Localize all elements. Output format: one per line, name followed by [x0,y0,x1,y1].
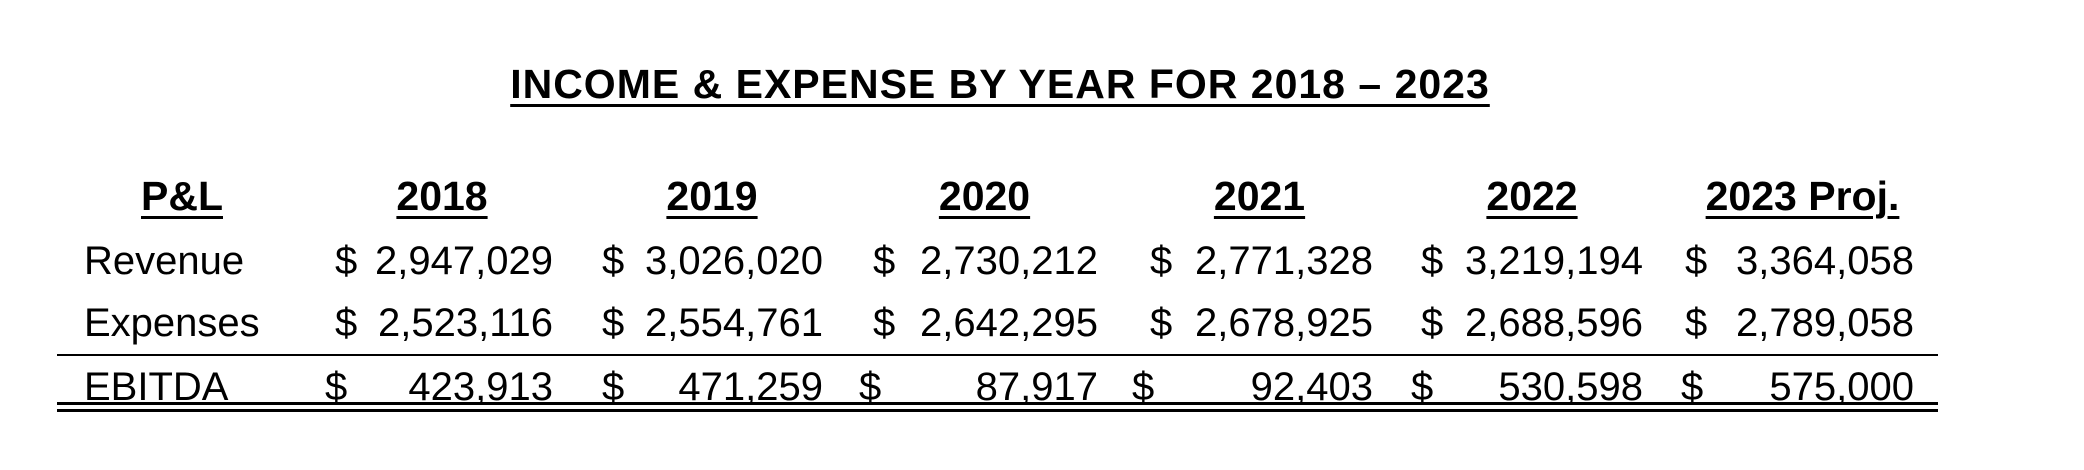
currency-symbol: $ [602,364,625,409]
amount-cell [577,230,847,292]
currency-symbol: $ [335,238,358,283]
amount-cell [1667,230,1938,292]
header-year: 2022 [1486,172,1578,219]
currency-symbol: $ [602,300,625,345]
amount-value: 471,259 [678,364,823,409]
header-year: 2023 Proj. [1705,172,1900,219]
header-row [57,162,1938,230]
currency-symbol: $ [1150,238,1173,283]
amount-value: 2,688,596 [1465,300,1643,345]
amount-value: 87,917 [975,364,1098,409]
currency-symbol: $ [1421,238,1444,283]
currency-symbol: $ [1421,300,1444,345]
table-row-expenses [57,292,1938,355]
amount-value: 2,523,116 [378,300,553,345]
amount-value: 575,000 [1769,364,1914,409]
header-year: 2018 [396,172,488,219]
currency-symbol: $ [325,364,348,409]
pl-table [57,162,1938,418]
row-label: Expenses [84,300,260,345]
row-label: EBITDA [57,355,307,418]
amount-value: 2,947,029 [375,238,553,283]
amount-cell [1397,292,1667,355]
currency-symbol: $ [1132,364,1155,409]
amount-value: 2,642,295 [920,300,1098,345]
amount-value: 2,678,925 [1195,300,1373,345]
amount-cell [1397,230,1667,292]
amount-cell [577,292,847,355]
amount-value: 3,219,194 [1465,238,1643,283]
amount-cell [847,292,1122,355]
amount-cell [1122,230,1397,292]
amount-value: 3,026,020 [645,238,823,283]
header-pl: P&L [141,172,223,219]
currency-symbol: $ [335,300,358,345]
amount-cell [1122,292,1397,355]
amount-value: 2,554,761 [645,300,823,345]
currency-symbol: $ [1411,364,1434,409]
amount-cell [847,230,1122,292]
currency-symbol: $ [1150,300,1173,345]
amount-value: 423,913 [408,364,553,409]
amount-cell [1667,292,1938,355]
header-year: 2019 [666,172,758,219]
currency-symbol: $ [873,238,896,283]
total-double-underline [57,402,1938,412]
table-row-revenue [57,230,1938,292]
amount-cell [307,292,577,355]
currency-symbol: $ [602,238,625,283]
amount-value: 3,364,058 [1736,238,1914,283]
document-title: INCOME & EXPENSE BY YEAR FOR 2018 – 2023 [510,61,1490,107]
currency-symbol: $ [1685,238,1708,283]
row-label: Revenue [84,238,245,283]
currency-symbol: $ [1681,364,1704,409]
currency-symbol: $ [859,364,882,409]
amount-cell [307,230,577,292]
amount-value: 2,771,328 [1195,238,1373,283]
header-year: 2020 [938,172,1031,219]
currency-symbol: $ [873,300,896,345]
amount-value: 2,789,058 [1736,300,1914,345]
currency-symbol: $ [1685,300,1708,345]
amount-value: 530,598 [1498,364,1643,409]
header-year: 2021 [1213,172,1306,219]
amount-value: 2,730,212 [920,238,1098,283]
amount-value: 92,403 [1250,364,1373,409]
